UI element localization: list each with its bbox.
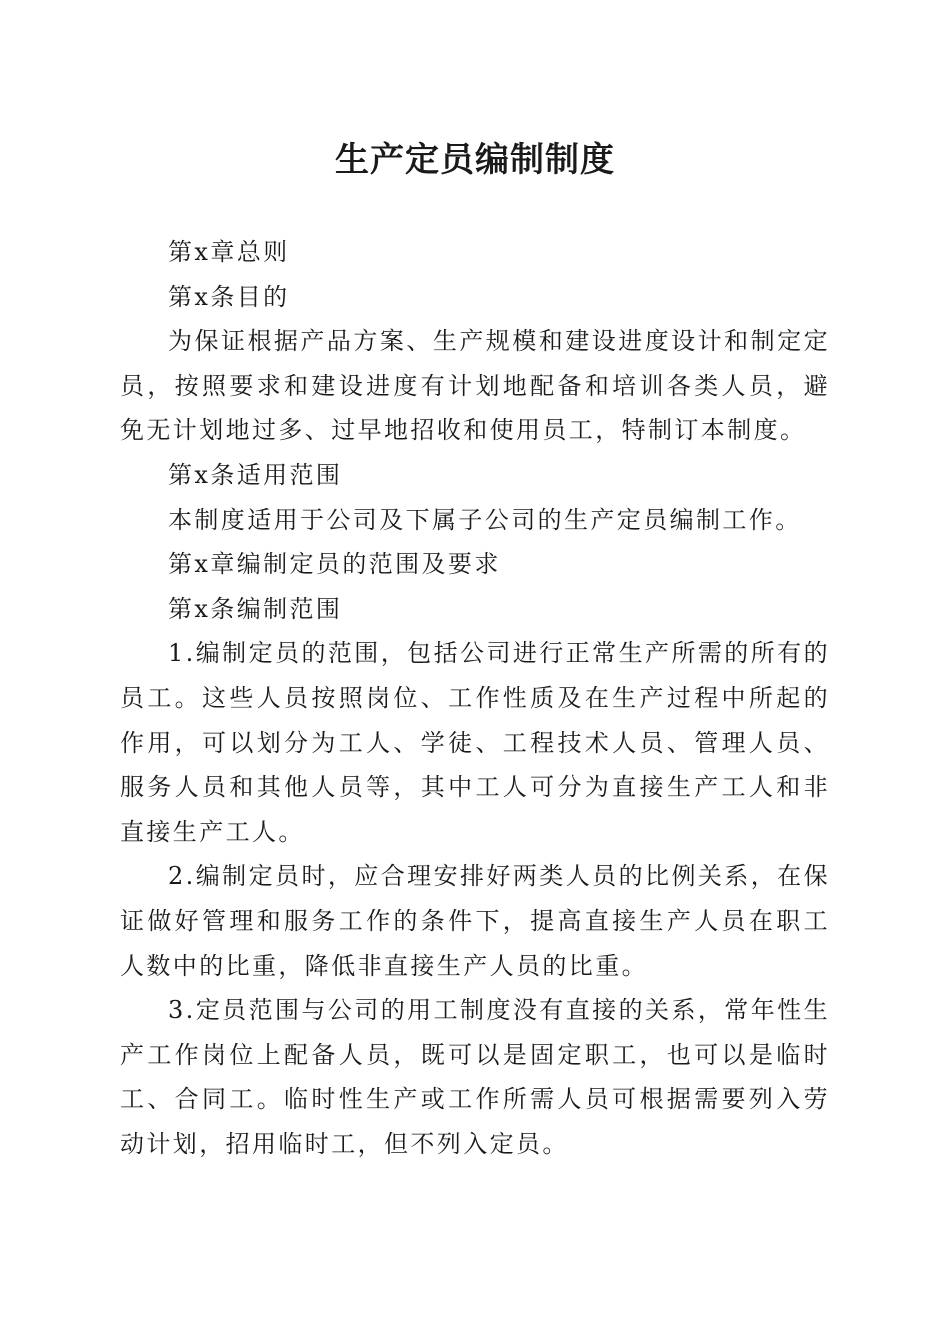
- numbered-item-2: 2.编制定员时，应合理安排好两类人员的比例关系，在保证做好管理和服务工作的条件下，提高直接生产人员在职工人数中的比重，降低非直接生产人员的比重。: [120, 862, 830, 980]
- document-body: [120, 230, 830, 1166]
- chapter-heading-staffing-scope: 第x章编制定员的范围及要求: [168, 550, 501, 579]
- article-heading-staffing-range: 第x条编制范围: [168, 594, 343, 623]
- chapter-heading-general: 第x章总则: [168, 238, 290, 266]
- numbered-item-1: 1.编制定员的范围，包括公司进行正常生产所需的所有的员工。这些人员按照岗位、工作性质及在生产过程中所起的作用，可以划分为工人、学徒、工程技术人员、管理人员、服务人员和其他人员等，其中工人可分为直接生产工人和非直接生产工人。: [120, 639, 830, 846]
- paragraph-purpose: 为保证根据产品方案、生产规模和建设进度设计和制定定员，按照要求和建设进度有计划地配备和培训各类人员，避免无计划地过多、过早地招收和使用员工，特制订本制度。: [120, 327, 830, 445]
- paragraph-scope: 本制度适用于公司及下属子公司的生产定员编制工作。: [168, 505, 802, 534]
- article-heading-scope: 第x条适用范围: [168, 460, 343, 489]
- article-heading-purpose: 第x条目的: [168, 282, 290, 311]
- document-title: 生产定员编制制度: [335, 140, 615, 180]
- numbered-item-3: 3.定员范围与公司的用工制度没有直接的关系，常年性生产工作岗位上配备人员，既可以是固定职工，也可以是临时工、合同工。临时性生产或工作所需人员可根据需要列入劳动计划，招用临时工，但不列入定员。: [120, 996, 830, 1158]
